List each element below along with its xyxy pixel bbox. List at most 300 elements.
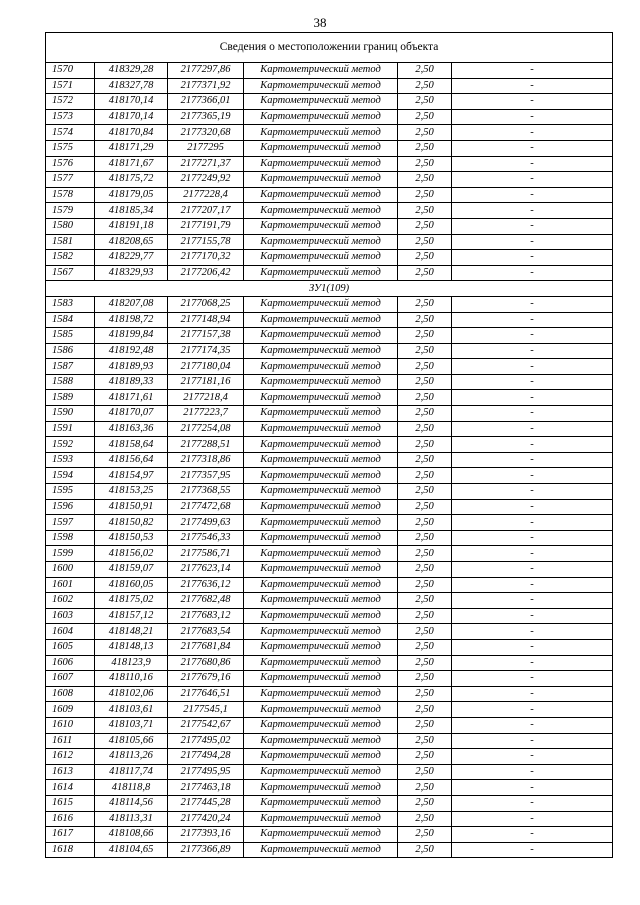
coord-x-cell: 418118,8: [95, 780, 168, 796]
coord-x-cell: 418175,02: [95, 593, 168, 609]
point-number-cell: 1607: [46, 671, 95, 687]
point-number-cell: 1572: [46, 94, 95, 110]
table-row: [46, 421, 613, 437]
coord-y-cell: 2177545,1: [168, 702, 244, 718]
description-cell: -: [452, 624, 613, 640]
accuracy-cell: 2,50: [398, 811, 452, 827]
description-cell: -: [452, 764, 613, 780]
coord-x-cell: 418157,12: [95, 608, 168, 624]
coord-y-cell: 2177472,68: [168, 499, 244, 515]
point-number-cell: 1615: [46, 795, 95, 811]
method-cell: Картометрический метод: [244, 484, 398, 500]
table-row: [46, 733, 613, 749]
table-row: [46, 795, 613, 811]
table-row: [46, 764, 613, 780]
accuracy-cell: 2,50: [398, 140, 452, 156]
method-cell: Картометрический метод: [244, 437, 398, 453]
description-cell: -: [452, 639, 613, 655]
coord-y-cell: 2177495,95: [168, 764, 244, 780]
point-number-cell: 1592: [46, 437, 95, 453]
coord-y-cell: 2177181,16: [168, 374, 244, 390]
description-cell: -: [452, 296, 613, 312]
point-number-cell: 1614: [46, 780, 95, 796]
point-number-cell: 1570: [46, 63, 95, 79]
accuracy-cell: 2,50: [398, 484, 452, 500]
description-cell: -: [452, 125, 613, 141]
coord-x-cell: 418189,33: [95, 374, 168, 390]
point-number-cell: 1613: [46, 764, 95, 780]
description-cell: -: [452, 203, 613, 219]
description-cell: -: [452, 608, 613, 624]
coord-x-cell: 418208,65: [95, 234, 168, 250]
table-row: [46, 499, 613, 515]
point-number-cell: 1588: [46, 374, 95, 390]
method-cell: Картометрический метод: [244, 780, 398, 796]
coord-x-cell: 418179,05: [95, 187, 168, 203]
coord-y-cell: 2177365,19: [168, 109, 244, 125]
coord-x-cell: 418105,66: [95, 733, 168, 749]
description-cell: -: [452, 717, 613, 733]
method-cell: Картометрический метод: [244, 562, 398, 578]
table-row: [46, 484, 613, 500]
description-cell: -: [452, 156, 613, 172]
method-cell: Картометрический метод: [244, 468, 398, 484]
accuracy-cell: 2,50: [398, 562, 452, 578]
table-body: [46, 33, 613, 858]
coord-y-cell: 2177636,12: [168, 577, 244, 593]
coord-y-cell: 2177320,68: [168, 125, 244, 141]
table-row: [46, 140, 613, 156]
coord-y-cell: 2177288,51: [168, 437, 244, 453]
coord-y-cell: 2177420,24: [168, 811, 244, 827]
coord-x-cell: 418110,16: [95, 671, 168, 687]
coord-x-cell: 418171,61: [95, 390, 168, 406]
table-row: [46, 608, 613, 624]
method-cell: Картометрический метод: [244, 671, 398, 687]
description-cell: -: [452, 546, 613, 562]
point-number-cell: 1567: [46, 265, 95, 281]
accuracy-cell: 2,50: [398, 406, 452, 422]
method-cell: Картометрический метод: [244, 546, 398, 562]
method-cell: Картометрический метод: [244, 811, 398, 827]
accuracy-cell: 2,50: [398, 328, 452, 344]
table-row: [46, 125, 613, 141]
coord-y-cell: 2177494,28: [168, 749, 244, 765]
coord-y-cell: 2177546,33: [168, 530, 244, 546]
point-number-cell: 1579: [46, 203, 95, 219]
method-cell: Картометрический метод: [244, 94, 398, 110]
point-number-cell: 1611: [46, 733, 95, 749]
method-cell: Картометрический метод: [244, 624, 398, 640]
coord-x-cell: 418103,71: [95, 717, 168, 733]
description-cell: -: [452, 140, 613, 156]
point-number-cell: 1604: [46, 624, 95, 640]
coord-x-cell: 418175,72: [95, 172, 168, 188]
table-row: [46, 546, 613, 562]
description-cell: -: [452, 390, 613, 406]
coord-x-cell: 418171,67: [95, 156, 168, 172]
method-cell: Картометрический метод: [244, 406, 398, 422]
description-cell: -: [452, 218, 613, 234]
table-row: [46, 437, 613, 453]
accuracy-cell: 2,50: [398, 608, 452, 624]
point-number-cell: 1610: [46, 717, 95, 733]
accuracy-cell: 2,50: [398, 218, 452, 234]
accuracy-cell: 2,50: [398, 827, 452, 843]
accuracy-cell: 2,50: [398, 203, 452, 219]
description-cell: -: [452, 374, 613, 390]
table-title: Сведения о местоположении границ объекта: [46, 33, 613, 63]
method-cell: Картометрический метод: [244, 156, 398, 172]
accuracy-cell: 2,50: [398, 452, 452, 468]
point-number-cell: 1580: [46, 218, 95, 234]
description-cell: -: [452, 406, 613, 422]
table-row: [46, 811, 613, 827]
coord-x-cell: 418198,72: [95, 312, 168, 328]
coord-y-cell: 2177148,94: [168, 312, 244, 328]
accuracy-cell: 2,50: [398, 359, 452, 375]
method-cell: Картометрический метод: [244, 421, 398, 437]
coord-y-cell: 2177542,67: [168, 717, 244, 733]
description-cell: -: [452, 702, 613, 718]
accuracy-cell: 2,50: [398, 624, 452, 640]
table-row: [46, 530, 613, 546]
table-row: [46, 515, 613, 531]
accuracy-cell: 2,50: [398, 78, 452, 94]
accuracy-cell: 2,50: [398, 749, 452, 765]
accuracy-cell: 2,50: [398, 842, 452, 858]
coord-y-cell: 2177679,16: [168, 671, 244, 687]
coord-x-cell: 418171,29: [95, 140, 168, 156]
method-cell: Картометрический метод: [244, 296, 398, 312]
method-cell: Картометрический метод: [244, 328, 398, 344]
method-cell: Картометрический метод: [244, 827, 398, 843]
coord-y-cell: 2177174,35: [168, 343, 244, 359]
method-cell: Картометрический метод: [244, 265, 398, 281]
accuracy-cell: 2,50: [398, 109, 452, 125]
coord-x-cell: 418150,82: [95, 515, 168, 531]
coord-x-cell: 418156,02: [95, 546, 168, 562]
method-cell: Картометрический метод: [244, 250, 398, 266]
table-row: [46, 343, 613, 359]
table-row: [46, 452, 613, 468]
table-row: [46, 156, 613, 172]
coord-x-cell: 418229,77: [95, 250, 168, 266]
boundary-table: [45, 32, 613, 858]
coord-x-cell: 418163,36: [95, 421, 168, 437]
accuracy-cell: 2,50: [398, 530, 452, 546]
accuracy-cell: 2,50: [398, 125, 452, 141]
method-cell: Картометрический метод: [244, 374, 398, 390]
section-header-row: [46, 281, 613, 297]
table-row: [46, 94, 613, 110]
point-number-cell: 1608: [46, 686, 95, 702]
accuracy-cell: 2,50: [398, 250, 452, 266]
coord-x-cell: 418159,07: [95, 562, 168, 578]
description-cell: -: [452, 172, 613, 188]
point-number-cell: 1597: [46, 515, 95, 531]
table-row: [46, 63, 613, 79]
point-number-cell: 1584: [46, 312, 95, 328]
description-cell: -: [452, 234, 613, 250]
coord-x-cell: 418123,9: [95, 655, 168, 671]
method-cell: Картометрический метод: [244, 499, 398, 515]
table-row: [46, 234, 613, 250]
table-row: [46, 780, 613, 796]
method-cell: Картометрический метод: [244, 187, 398, 203]
description-cell: -: [452, 421, 613, 437]
description-cell: -: [452, 343, 613, 359]
point-number-cell: 1582: [46, 250, 95, 266]
coord-x-cell: 418156,64: [95, 452, 168, 468]
point-number-cell: 1590: [46, 406, 95, 422]
coord-y-cell: 2177368,55: [168, 484, 244, 500]
method-cell: Картометрический метод: [244, 125, 398, 141]
coord-x-cell: 418185,34: [95, 203, 168, 219]
coord-y-cell: 2177206,42: [168, 265, 244, 281]
point-number-cell: 1591: [46, 421, 95, 437]
description-cell: -: [452, 780, 613, 796]
point-number-cell: 1616: [46, 811, 95, 827]
coord-x-cell: 418113,26: [95, 749, 168, 765]
table-row: [46, 468, 613, 484]
table-row: [46, 671, 613, 687]
accuracy-cell: 2,50: [398, 265, 452, 281]
point-number-cell: 1595: [46, 484, 95, 500]
point-number-cell: 1585: [46, 328, 95, 344]
coord-x-cell: 418148,21: [95, 624, 168, 640]
point-number-cell: 1600: [46, 562, 95, 578]
method-cell: Картометрический метод: [244, 359, 398, 375]
point-number-cell: 1578: [46, 187, 95, 203]
accuracy-cell: 2,50: [398, 172, 452, 188]
method-cell: Картометрический метод: [244, 764, 398, 780]
point-number-cell: 1601: [46, 577, 95, 593]
point-number-cell: 1587: [46, 359, 95, 375]
coord-y-cell: 2177207,17: [168, 203, 244, 219]
accuracy-cell: 2,50: [398, 296, 452, 312]
method-cell: Картометрический метод: [244, 515, 398, 531]
coord-y-cell: 2177271,37: [168, 156, 244, 172]
coord-y-cell: 2177366,89: [168, 842, 244, 858]
description-cell: -: [452, 78, 613, 94]
coord-y-cell: 2177499,63: [168, 515, 244, 531]
accuracy-cell: 2,50: [398, 437, 452, 453]
table-row: [46, 717, 613, 733]
coord-x-cell: 418170,84: [95, 125, 168, 141]
coord-y-cell: 2177646,51: [168, 686, 244, 702]
method-cell: Картометрический метод: [244, 842, 398, 858]
coord-x-cell: 418191,18: [95, 218, 168, 234]
point-number-cell: 1577: [46, 172, 95, 188]
table-row: [46, 577, 613, 593]
coord-y-cell: 2177295: [168, 140, 244, 156]
point-number-cell: 1583: [46, 296, 95, 312]
accuracy-cell: 2,50: [398, 468, 452, 484]
description-cell: -: [452, 359, 613, 375]
accuracy-cell: 2,50: [398, 780, 452, 796]
table-row: [46, 702, 613, 718]
point-number-cell: 1586: [46, 343, 95, 359]
coord-x-cell: 418114,56: [95, 795, 168, 811]
coord-y-cell: 2177586,71: [168, 546, 244, 562]
coord-y-cell: 2177157,38: [168, 328, 244, 344]
coord-x-cell: 418150,53: [95, 530, 168, 546]
table-row: [46, 109, 613, 125]
description-cell: -: [452, 562, 613, 578]
accuracy-cell: 2,50: [398, 421, 452, 437]
point-number-cell: 1573: [46, 109, 95, 125]
table-row: [46, 639, 613, 655]
coord-x-cell: 418170,14: [95, 94, 168, 110]
method-cell: Картометрический метод: [244, 172, 398, 188]
method-cell: Картометрический метод: [244, 686, 398, 702]
accuracy-cell: 2,50: [398, 234, 452, 250]
accuracy-cell: 2,50: [398, 702, 452, 718]
coord-x-cell: 418103,61: [95, 702, 168, 718]
accuracy-cell: 2,50: [398, 343, 452, 359]
coord-y-cell: 2177249,92: [168, 172, 244, 188]
table-row: [46, 296, 613, 312]
table-row: [46, 374, 613, 390]
point-number-cell: 1618: [46, 842, 95, 858]
method-cell: Картометрический метод: [244, 452, 398, 468]
point-number-cell: 1602: [46, 593, 95, 609]
coord-y-cell: 2177223,7: [168, 406, 244, 422]
accuracy-cell: 2,50: [398, 671, 452, 687]
coord-x-cell: 418158,64: [95, 437, 168, 453]
table-row: [46, 312, 613, 328]
method-cell: Картометрический метод: [244, 109, 398, 125]
accuracy-cell: 2,50: [398, 156, 452, 172]
point-number-cell: 1609: [46, 702, 95, 718]
method-cell: Картометрический метод: [244, 639, 398, 655]
coord-y-cell: 2177170,32: [168, 250, 244, 266]
coord-y-cell: 2177366,01: [168, 94, 244, 110]
accuracy-cell: 2,50: [398, 733, 452, 749]
description-cell: -: [452, 452, 613, 468]
method-cell: Картометрический метод: [244, 78, 398, 94]
coord-y-cell: 2177180,04: [168, 359, 244, 375]
point-number-cell: 1596: [46, 499, 95, 515]
description-cell: -: [452, 593, 613, 609]
accuracy-cell: 2,50: [398, 546, 452, 562]
table-row: [46, 203, 613, 219]
table-title-row: [46, 33, 613, 63]
point-number-cell: 1598: [46, 530, 95, 546]
table-row: [46, 265, 613, 281]
accuracy-cell: 2,50: [398, 187, 452, 203]
coord-y-cell: 2177683,54: [168, 624, 244, 640]
table-row: [46, 359, 613, 375]
coord-x-cell: 418207,08: [95, 296, 168, 312]
coord-y-cell: 2177463,18: [168, 780, 244, 796]
coord-x-cell: 418170,07: [95, 406, 168, 422]
coord-x-cell: 418117,74: [95, 764, 168, 780]
description-cell: -: [452, 530, 613, 546]
coord-y-cell: 2177681,84: [168, 639, 244, 655]
description-cell: -: [452, 250, 613, 266]
point-number-cell: 1581: [46, 234, 95, 250]
table-row: [46, 749, 613, 765]
accuracy-cell: 2,50: [398, 374, 452, 390]
description-cell: -: [452, 468, 613, 484]
method-cell: Картометрический метод: [244, 717, 398, 733]
coord-x-cell: 418160,05: [95, 577, 168, 593]
point-number-cell: 1617: [46, 827, 95, 843]
point-number-cell: 1589: [46, 390, 95, 406]
point-number-cell: 1575: [46, 140, 95, 156]
description-cell: -: [452, 265, 613, 281]
coord-y-cell: 2177683,12: [168, 608, 244, 624]
description-cell: -: [452, 187, 613, 203]
coord-x-cell: 418189,93: [95, 359, 168, 375]
description-cell: -: [452, 499, 613, 515]
accuracy-cell: 2,50: [398, 764, 452, 780]
point-number-cell: 1605: [46, 639, 95, 655]
method-cell: Картометрический метод: [244, 343, 398, 359]
description-cell: -: [452, 842, 613, 858]
table-row: [46, 686, 613, 702]
method-cell: Картометрический метод: [244, 63, 398, 79]
coord-y-cell: 2177680,86: [168, 655, 244, 671]
description-cell: -: [452, 671, 613, 687]
description-cell: -: [452, 733, 613, 749]
coord-x-cell: 418199,84: [95, 328, 168, 344]
point-number-cell: 1599: [46, 546, 95, 562]
table-row: [46, 655, 613, 671]
method-cell: Картометрический метод: [244, 608, 398, 624]
coord-x-cell: 418148,13: [95, 639, 168, 655]
coord-x-cell: 418329,93: [95, 265, 168, 281]
method-cell: Картометрический метод: [244, 390, 398, 406]
accuracy-cell: 2,50: [398, 639, 452, 655]
coord-y-cell: 2177445,28: [168, 795, 244, 811]
description-cell: -: [452, 749, 613, 765]
point-number-cell: 1594: [46, 468, 95, 484]
coord-y-cell: 2177228,4: [168, 187, 244, 203]
method-cell: Картометрический метод: [244, 749, 398, 765]
point-number-cell: 1574: [46, 125, 95, 141]
table-row: [46, 406, 613, 422]
description-cell: -: [452, 686, 613, 702]
coord-y-cell: 2177254,08: [168, 421, 244, 437]
table-row: [46, 328, 613, 344]
table-row: [46, 172, 613, 188]
description-cell: -: [452, 515, 613, 531]
coord-x-cell: 418113,31: [95, 811, 168, 827]
description-cell: -: [452, 577, 613, 593]
table-row: [46, 624, 613, 640]
coord-y-cell: 2177393,16: [168, 827, 244, 843]
coord-y-cell: 2177495,02: [168, 733, 244, 749]
method-cell: Картометрический метод: [244, 218, 398, 234]
table-row: [46, 593, 613, 609]
accuracy-cell: 2,50: [398, 515, 452, 531]
coord-x-cell: 418170,14: [95, 109, 168, 125]
accuracy-cell: 2,50: [398, 717, 452, 733]
coord-y-cell: 2177371,92: [168, 78, 244, 94]
coord-y-cell: 2177318,86: [168, 452, 244, 468]
coord-x-cell: 418108,66: [95, 827, 168, 843]
accuracy-cell: 2,50: [398, 499, 452, 515]
point-number-cell: 1576: [46, 156, 95, 172]
method-cell: Картометрический метод: [244, 795, 398, 811]
coord-y-cell: 2177682,48: [168, 593, 244, 609]
table-row: [46, 78, 613, 94]
method-cell: Картометрический метод: [244, 234, 398, 250]
method-cell: Картометрический метод: [244, 530, 398, 546]
